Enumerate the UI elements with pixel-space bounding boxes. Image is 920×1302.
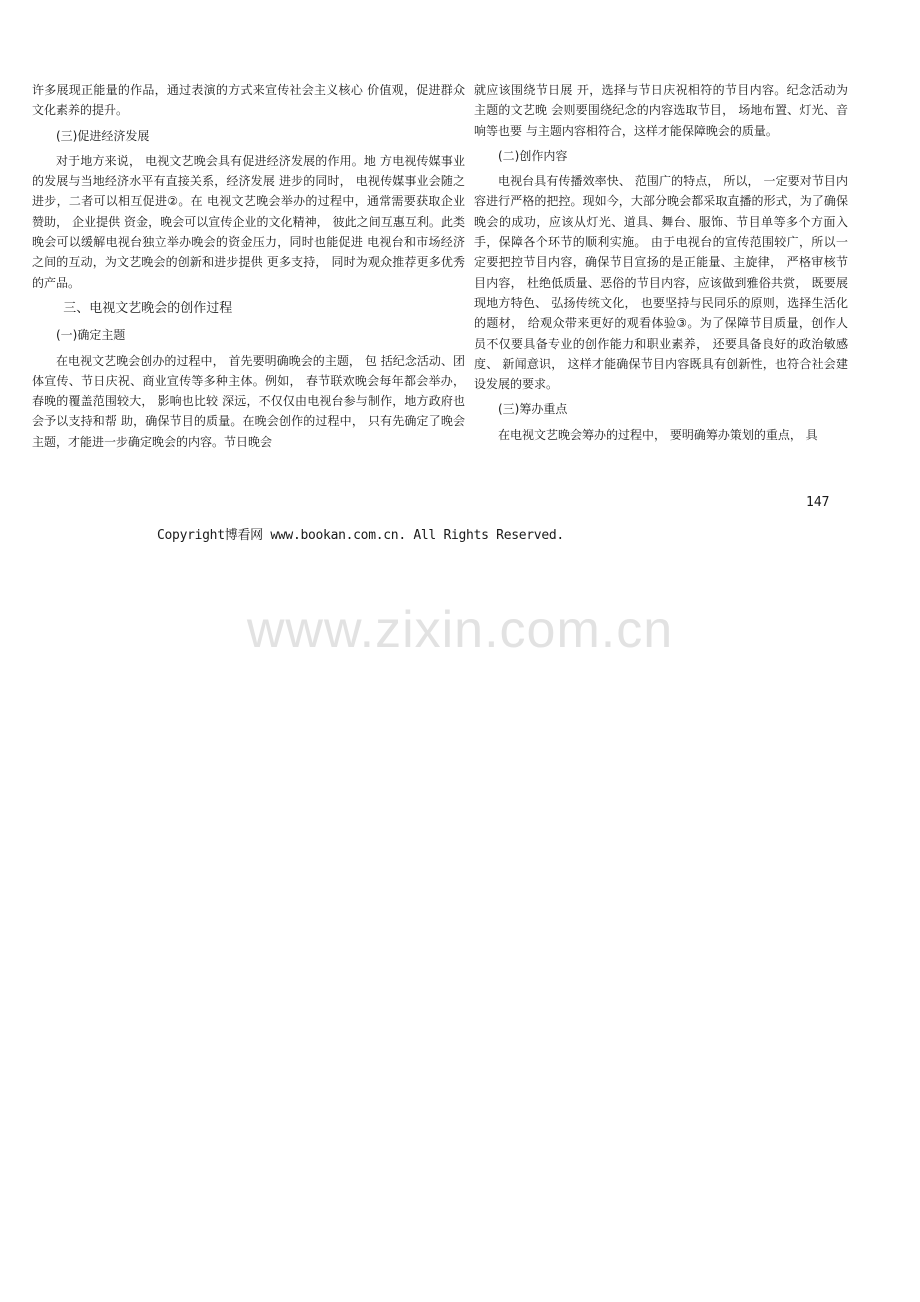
watermark: www.zixin.com.cn [246,601,674,659]
left-column [32,80,465,452]
copyright-notice: Copyright博看网 www.bookan.com.cn. All Rights Reserved. [157,528,564,543]
paragraph: 对于地方来说， 电视文艺晚会具有促进经济发展的作用。地 方电视传媒事业的发展与当地经济水平有直接关系，经济发展 进步的同时， 电视传媒事业会随之进步，二者可以相互促进②。在 电视文艺晚会举办的过程中，通常需要获取企业赞助， 企业提供 资金，晚会可以宣传企业的文化精神， 彼此之间互惠互利。此类 晚会可以缓解电视台独立举办晚会的资金压力，同时也能促进 电视台和市场经济之间的互动，为文艺晚会的创新和进步提供 更多支持， 同时为观众推荐更多优秀的产品。 [32,153,465,290]
paragraph: 电视台具有传播效率快、 范围广的特点， 所以， 一定要对节目内容进行严格的把控。现如今，大部分晚会都采取直播的形式，为了确保晚会的成功，应该从灯光、道具、舞台、服饰、节目单等多个方面入手，保障各个环节的顺利实施。 由于电视台的宣传范围较广，所以一定要把控节目内容，确保节目宣扬的是正能量、主旋律， 严格审核节目内容， 杜绝低质量、恶俗的节目内容，应该做到雅俗共赏， 既要展现地方特色、 弘扬传统文化， 也要坚持与民同乐的原则，选择生活化的题材， 给观众带来更好的观看体验③。为了保障节目质量，创作人员不仅要具备专业的创作能力和职业素养， 还要具备良好的政治敏感度、 新闻意识， 这样才能确保节目内容既具有创新性，也符合社会建设发展的要求。 [474,174,848,392]
subheading-focus: (三)筹办重点 [498,402,568,417]
section-heading: 三、电视文艺晚会的创作过程 [63,300,233,316]
right-column [474,80,848,445]
paragraph: 许多展现正能量的作品，通过表演的方式来宣传社会主义核心 价值观，促进群众文化素养的提升。 [32,83,465,118]
subheading-content: (二)创作内容 [498,148,568,163]
paragraph: 在电视文艺晚会筹办的过程中， 要明确筹办策划的重点， 具 [498,427,818,442]
page-number: 147 [806,495,830,510]
paragraph: 就应该围绕节日展 开，选择与节日庆祝相符的节目内容。纪念活动为主题的文艺晚 会则要围绕纪念的内容选取节目， 场地布置、灯光、音响等也要 与主题内容相符合，这样才能保障晚会的质量。 [474,83,848,138]
paragraph: 在电视文艺晚会创办的过程中， 首先要明确晚会的主题， 包 括纪念活动、团体宣传、节日庆祝、商业宣传等多种主体。例如， 春节联欢晚会每年都会举办，春晚的覆盖范围较大， 影响也比较 深远，不仅仅由电视台参与制作，地方政府也会予以支持和帮 助，确保节目的质量。在晚会创作的过程中， 只有先确定了晚会 主题，才能进一步确定晚会的内容。节日晚会 [32,353,465,449]
subheading-theme: (一)确定主题 [56,328,126,343]
subheading-economy: (三)促进经济发展 [56,128,150,143]
